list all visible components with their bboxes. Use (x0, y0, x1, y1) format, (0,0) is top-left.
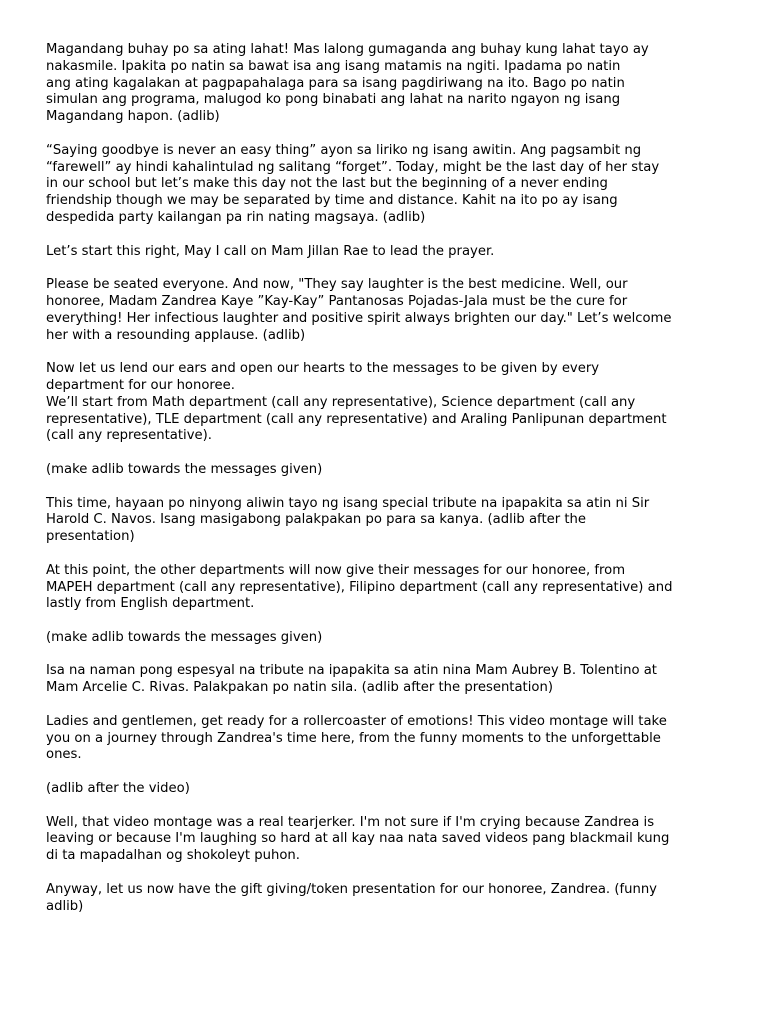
text-line: (adlib after the video) (46, 781, 190, 797)
text-line: Please be seated everyone. And now, "They say laughter is the best medicine. Well, our (46, 277, 628, 293)
paragraph-adlib-note (46, 630, 726, 647)
text-line: MAPEH department (call any representative), Filipino department (call any representative) and (46, 579, 673, 595)
paragraph-video-montage (46, 714, 726, 764)
text-line: everything! Her infectious laughter and positive spirit always brighten our day." Let’s welcome (46, 310, 672, 326)
paragraph-gift-giving (46, 882, 726, 916)
text-line: “farewell” ay hindi kahalintulad ng salitang “forget”. Today, might be the last day of her stay (46, 159, 660, 175)
text-line: nakasmile. Ipakita po natin sa bawat isa ang isang matamis na ngiti. Ipadama po natin (46, 58, 621, 74)
text-line: (make adlib towards the messages given) (46, 629, 323, 645)
text-line: We’ll start from Math department (call any representative), Science department (call any (46, 394, 636, 410)
paragraph-tearjerker (46, 815, 726, 865)
text-line: department for our honoree. (46, 377, 235, 393)
document-page (46, 42, 726, 932)
paragraph-honoree-intro (46, 277, 726, 344)
text-line: leaving or because I'm laughing so hard at all kay naa nata saved videos pang blackmail kung (46, 831, 670, 847)
text-line: (call any representative). (46, 428, 212, 444)
text-line: Isa na naman pong espesyal na tribute na ipapakita sa atin nina Mam Aubrey B. Tolentino at (46, 663, 657, 679)
text-line: di ta mapadalhan og shokoleyt puhon. (46, 848, 300, 864)
text-line: friendship though we may be separated by time and distance. Kahit na ito po ay isang (46, 193, 618, 209)
text-line: At this point, the other departments will now give their messages for our honoree, from (46, 562, 626, 578)
paragraph-other-departments (46, 563, 726, 613)
text-line: Harold C. Navos. Isang masigabong palakpakan po para sa kanya. (adlib after the (46, 512, 587, 528)
text-line: Magandang hapon. (adlib) (46, 109, 220, 125)
paragraph-adlib-video (46, 781, 726, 798)
text-line: ang ating kagalakan at pagpapahalaga para sa isang pagdiriwang na ito. Bago po natin (46, 75, 625, 91)
text-line: Well, that video montage was a real tearjerker. I'm not sure if I'm crying because Zandrea is (46, 814, 655, 830)
text-line: Magandang buhay po sa ating lahat! Mas lalong gumaganda ang buhay kung lahat tayo ay (46, 42, 649, 57)
paragraph-greeting (46, 42, 726, 126)
text-line: Now let us lend our ears and open our hearts to the messages to be given by every (46, 361, 600, 377)
text-line: in our school but let’s make this day not the last but the beginning of a never ending (46, 176, 608, 192)
text-line: simulan ang programa, malugod ko pong binabati ang lahat na narito ngayon ng isang (46, 92, 621, 108)
text-line: you on a journey through Zandrea's time here, from the funny moments to the unforgettable (46, 730, 661, 746)
text-line: Anyway, let us now have the gift giving/token presentation for our honoree, Zandrea. (funny (46, 881, 657, 897)
text-line: presentation) (46, 529, 135, 545)
paragraph-department-messages (46, 361, 726, 445)
text-line: adlib) (46, 898, 84, 914)
paragraph-prayer (46, 244, 726, 261)
text-line: despedida party kailangan pa rin nating magsaya. (adlib) (46, 209, 426, 225)
text-line: Let’s start this right, May I call on Mam Jillan Rae to lead the prayer. (46, 243, 495, 259)
text-line: (make adlib towards the messages given) (46, 461, 323, 477)
text-line: This time, hayaan po ninyong aliwin tayo ng isang special tribute na ipapakita sa atin ni Sir (46, 495, 650, 511)
text-line: representative), TLE department (call any representative) and Araling Panlipunan department (46, 411, 667, 427)
text-line: ones. (46, 747, 82, 763)
text-line: her with a resounding applause. (adlib) (46, 327, 306, 343)
text-line: “Saying goodbye is never an easy thing” ayon sa liriko ng isang awitin. Ang pagsambit ng (46, 142, 642, 158)
paragraph-farewell (46, 143, 726, 227)
paragraph-adlib-note (46, 462, 726, 479)
text-line: Ladies and gentlemen, get ready for a rollercoaster of emotions! This video montage will take (46, 713, 667, 729)
text-line: lastly from English department. (46, 596, 255, 612)
text-line: honoree, Madam Zandrea Kaye ”Kay-Kay” Pantanosas Pojadas-Jala must be the cure for (46, 293, 628, 309)
text-line: Mam Arcelie C. Rivas. Palakpakan po natin sila. (adlib after the presentation) (46, 680, 553, 696)
paragraph-special-tribute (46, 496, 726, 546)
paragraph-second-tribute (46, 663, 726, 697)
